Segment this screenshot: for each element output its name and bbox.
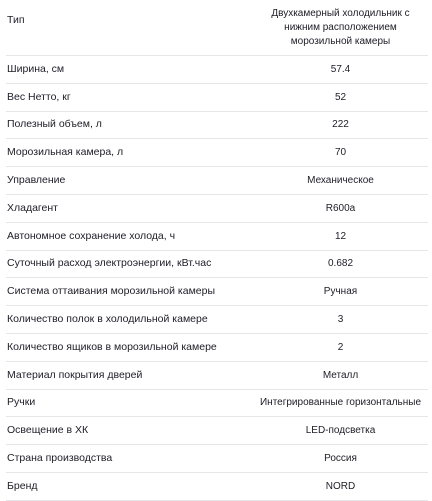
spec-row-freezer: [6, 139, 428, 167]
spec-row-shelves: [6, 306, 428, 334]
spec-value: 3: [337, 314, 344, 326]
spec-label: Ручки: [7, 396, 36, 409]
spec-label: Хладагент: [7, 201, 58, 214]
spec-value: Интегрированные горизонтальные: [259, 397, 422, 409]
spec-row-lighting: [6, 417, 428, 445]
spec-row-energy: [6, 251, 428, 279]
spec-row-net-weight: [6, 84, 428, 112]
spec-row-volume: [6, 112, 428, 140]
spec-label: Ширина, см: [7, 62, 65, 75]
spec-label: Количество ящиков в морозильной камере: [7, 340, 217, 353]
spec-value: Двухкамерный холодильник с нижним расположением морозильной камеры: [271, 7, 410, 47]
spec-label: Вес Нетто, кг: [7, 90, 71, 103]
spec-row-type: [6, 0, 428, 56]
spec-value: 0.682: [327, 258, 354, 270]
spec-label: Материал покрытия дверей: [7, 368, 143, 381]
spec-row-country: [6, 445, 428, 473]
spec-value: Россия: [324, 453, 357, 465]
spec-label: Страна производства: [7, 452, 113, 465]
spec-value: 52: [334, 91, 347, 103]
spec-row-door-material: [6, 362, 428, 390]
spec-row-autonomous-cold: [6, 223, 428, 251]
spec-value: LED-подсветка: [305, 425, 376, 437]
spec-value: 222: [332, 119, 349, 131]
spec-label: Освещение в ХК: [7, 424, 89, 437]
spec-value: R600a: [325, 202, 356, 214]
spec-value: 2: [337, 341, 344, 353]
spec-label: Бренд: [7, 479, 38, 492]
spec-row-refrigerant: [6, 195, 428, 223]
spec-value: Ручная: [323, 286, 358, 298]
spec-value: 70: [334, 147, 347, 159]
spec-label: Полезный объем, л: [7, 118, 102, 131]
spec-row-defrost: [6, 278, 428, 306]
spec-row-control: [6, 167, 428, 195]
spec-label: Тип: [7, 14, 25, 26]
spec-row-width: [6, 56, 428, 84]
spec-label: Количество полок в холодильной камере: [7, 313, 208, 326]
spec-value: 12: [334, 230, 347, 242]
spec-row-drawers: [6, 334, 428, 362]
spec-row-brand: [6, 473, 428, 501]
spec-label: Система оттаивания морозильной камеры: [7, 285, 216, 298]
spec-label: Суточный расход электроэнергии, кВт.час: [7, 257, 212, 270]
spec-value: Механическое: [307, 175, 374, 187]
spec-label: Автономное сохранение холода, ч: [7, 229, 176, 242]
spec-row-handles: [6, 390, 428, 418]
spec-value: 57.4: [330, 63, 351, 75]
spec-value: NORD: [325, 480, 356, 492]
spec-value: Металл: [322, 369, 359, 381]
spec-label: Морозильная камера, л: [7, 146, 124, 159]
spec-label: Управление: [7, 174, 66, 187]
